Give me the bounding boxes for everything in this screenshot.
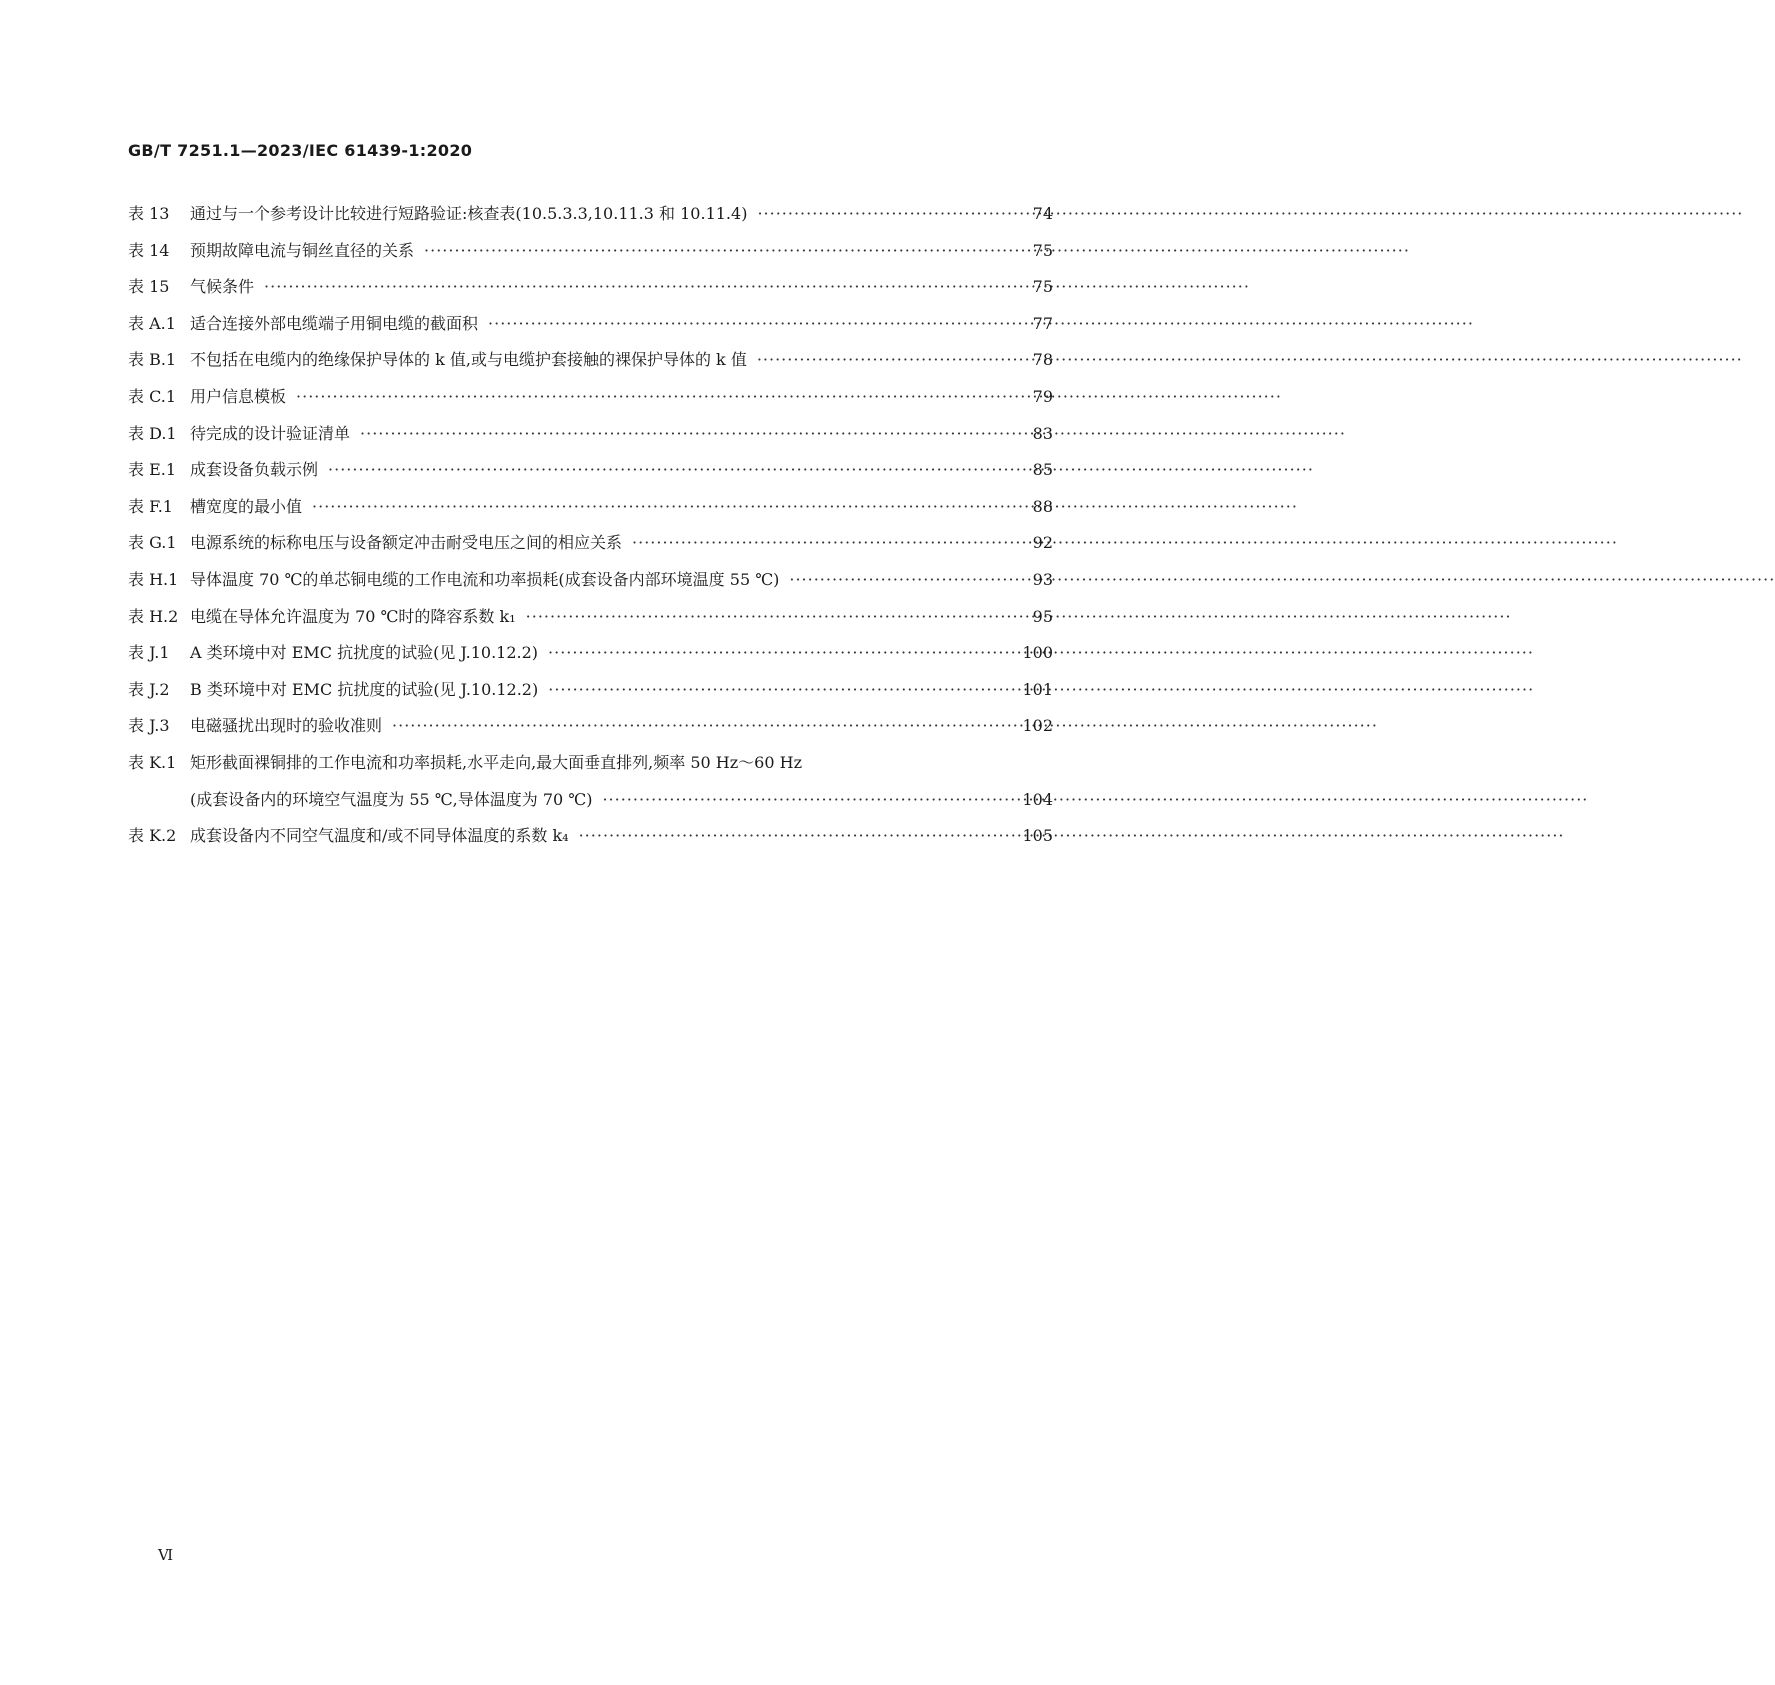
toc-entry[interactable] xyxy=(128,269,1053,306)
toc-entry-label: 表 J.2 xyxy=(128,679,170,699)
toc-entry-title-line2: (成套设备内的环境空气温度为 55 ℃,导体温度为 70 ℃) xyxy=(190,789,593,809)
toc-entry[interactable] xyxy=(128,599,1053,636)
toc-entry-label: 表 D.1 xyxy=(128,423,177,443)
dot-leader xyxy=(757,342,1023,379)
toc-entry[interactable] xyxy=(128,562,1053,599)
dot-leader xyxy=(328,452,1023,489)
dot-leader xyxy=(548,635,1018,672)
toc-entry-title-line1: 矩形截面裸铜排的工作电流和功率损耗,水平走向,最大面垂直排列,频率 50 Hz～60 Hz xyxy=(190,752,803,772)
toc-entry-page: 75 xyxy=(1032,277,1053,297)
dot-leader xyxy=(602,782,1018,819)
toc-entry-title: 待完成的设计验证清单 xyxy=(190,423,351,443)
toc-entry[interactable] xyxy=(128,416,1053,453)
toc-entry-title: 用户信息模板 xyxy=(190,386,287,406)
toc-entry-label: 表 J.1 xyxy=(128,643,170,663)
toc-entry-page: 101 xyxy=(1022,679,1053,699)
dot-leader xyxy=(424,233,1023,270)
toc-entry-page: 74 xyxy=(1032,204,1053,223)
toc-entry[interactable] xyxy=(128,306,1053,343)
toc-entry-page: 105 xyxy=(1022,826,1053,846)
toc-entry-page: 95 xyxy=(1032,606,1053,626)
toc-entry-title: 槽宽度的最小值 xyxy=(190,496,303,516)
toc-entry[interactable] xyxy=(128,818,1053,855)
toc-entry-title: 通过与一个参考设计比较进行短路验证:核查表(10.5.3.3,10.11.3 和 10.11.4) xyxy=(190,204,748,223)
toc-entry-row-second xyxy=(128,782,1053,819)
toc-entry-title: 适合连接外部电缆端子用铜电缆的截面积 xyxy=(190,313,479,333)
dot-leader xyxy=(579,818,1019,855)
dot-leader xyxy=(526,599,1023,636)
toc-entry-label: 表 E.1 xyxy=(128,460,177,480)
toc-entry-multiline[interactable] xyxy=(128,745,1053,818)
dot-leader xyxy=(632,525,1023,562)
toc-entry-label: 表 A.1 xyxy=(128,313,176,333)
toc-entry[interactable] xyxy=(128,196,1053,233)
dot-leader xyxy=(548,672,1018,709)
toc-entry-page: 88 xyxy=(1032,496,1053,516)
dot-leader xyxy=(757,196,1023,233)
dot-leader xyxy=(360,416,1023,453)
dot-leader xyxy=(488,306,1023,343)
toc-entry-label: 表 K.2 xyxy=(128,826,177,846)
toc-entry[interactable] xyxy=(128,672,1053,709)
toc-entry-label: 表 G.1 xyxy=(128,533,177,553)
toc-entry-label: 表 15 xyxy=(128,277,170,297)
toc-entry[interactable] xyxy=(128,342,1053,379)
table-of-contents xyxy=(128,196,1053,855)
dot-leader xyxy=(264,269,1023,306)
toc-entry-label: 表 B.1 xyxy=(128,350,177,370)
toc-entry-row-first xyxy=(128,745,1053,782)
toc-entry-label: 表 13 xyxy=(128,204,170,223)
toc-entry[interactable] xyxy=(128,489,1053,526)
toc-entry[interactable] xyxy=(128,635,1053,672)
toc-entry-label: 表 F.1 xyxy=(128,496,173,516)
toc-entry[interactable] xyxy=(128,233,1053,270)
toc-entry-page: 85 xyxy=(1032,460,1053,480)
toc-entry-label: 表 K.1 xyxy=(128,752,177,772)
toc-entry-label: 表 14 xyxy=(128,240,170,260)
toc-entry-page: 83 xyxy=(1032,423,1053,443)
toc-entry-label: 表 C.1 xyxy=(128,386,177,406)
toc-entry-page: 104 xyxy=(1022,789,1053,809)
toc-entry-title: 电源系统的标称电压与设备额定冲击耐受电压之间的相应关系 xyxy=(190,533,623,553)
toc-entry-title: 导体温度 70 ℃的单芯铜电缆的工作电流和功率损耗(成套设备内部环境温度 55 ℃) xyxy=(190,569,780,589)
toc-entry[interactable] xyxy=(128,708,1053,745)
toc-entry-page: 77 xyxy=(1032,313,1053,333)
toc-entry-title: 预期故障电流与铜丝直径的关系 xyxy=(190,240,415,260)
dot-leader xyxy=(312,489,1023,526)
toc-entry-page: 75 xyxy=(1032,240,1053,260)
dot-leader xyxy=(296,379,1023,416)
toc-entry-page: 92 xyxy=(1032,533,1053,553)
toc-entry-label: 表 H.1 xyxy=(128,569,179,589)
toc-entry-title: B 类环境中对 EMC 抗扰度的试验(见 J.10.12.2) xyxy=(190,679,539,699)
dot-leader xyxy=(392,708,1018,745)
toc-entry-label: 表 H.2 xyxy=(128,606,179,626)
toc-entry[interactable] xyxy=(128,525,1053,562)
toc-entry-title: 电磁骚扰出现时的验收准则 xyxy=(190,716,383,736)
dot-leader xyxy=(789,562,1023,599)
toc-entry-page: 93 xyxy=(1032,569,1053,589)
toc-entry-page: 100 xyxy=(1022,643,1053,663)
standard-code-header: GB/T 7251.1—2023/IEC 61439-1:2020 xyxy=(128,141,473,160)
toc-entry[interactable] xyxy=(128,452,1053,489)
toc-entry-title: 电缆在导体允许温度为 70 ℃时的降容系数 k₁ xyxy=(190,606,516,626)
toc-entry-title: 气候条件 xyxy=(190,277,255,297)
toc-entry-title: A 类环境中对 EMC 抗扰度的试验(见 J.10.12.2) xyxy=(190,643,539,663)
toc-entry[interactable] xyxy=(128,379,1053,416)
toc-entry-label: 表 J.3 xyxy=(128,716,170,736)
page-number: Ⅵ xyxy=(158,1546,174,1564)
toc-entry-title: 成套设备内不同空气温度和/或不同导体温度的系数 k₄ xyxy=(190,826,569,846)
toc-entry-title: 不包括在电缆内的绝缘保护导体的 k 值,或与电缆护套接触的裸保护导体的 k 值 xyxy=(190,350,747,370)
toc-entry-page: 78 xyxy=(1032,350,1053,370)
toc-entry-title: 成套设备负载示例 xyxy=(190,460,319,480)
toc-entry-page: 79 xyxy=(1032,386,1053,406)
toc-entry-page: 102 xyxy=(1022,716,1053,736)
